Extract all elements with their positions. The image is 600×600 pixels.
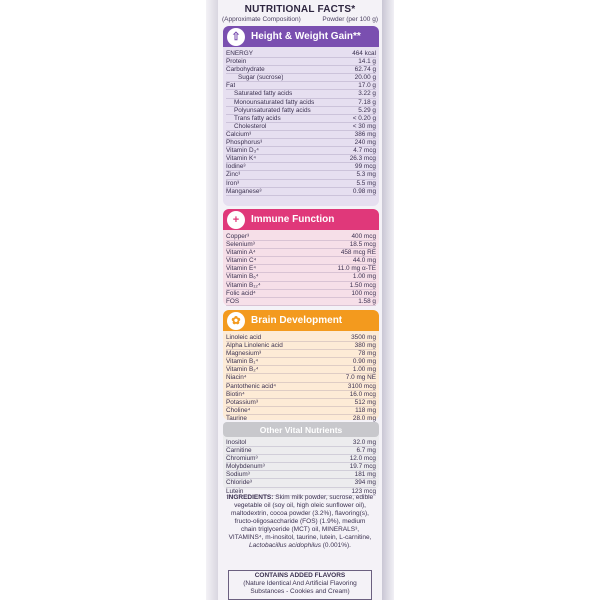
box-left-edge xyxy=(206,0,218,600)
nutrient-value: 100 mcg xyxy=(351,289,376,297)
nutrient-value: 0.90 mg xyxy=(352,358,376,366)
house-arrow-icon: ⇧ xyxy=(227,28,245,46)
nutrient-name: Chromium³ xyxy=(226,455,258,463)
nutrient-row xyxy=(226,383,376,391)
nutrient-name: Vitamin B₂⁴ xyxy=(226,366,259,374)
nutrient-value: 240 mg xyxy=(354,139,376,147)
nutrient-value: 0.98 mg xyxy=(352,187,376,195)
nutrient-row xyxy=(226,298,376,306)
nutrient-name: Zinc³ xyxy=(226,171,241,179)
section-other xyxy=(223,422,379,495)
nutrient-value: 3.22 g xyxy=(358,90,376,98)
nutrient-row xyxy=(226,447,376,455)
nutrient-value: 512 mg xyxy=(354,398,376,406)
nutrient-name: Lutein xyxy=(226,487,244,495)
nutrient-row xyxy=(226,139,376,147)
nutrient-value: 1.00 mg xyxy=(352,366,376,374)
nutrient-name: Vitamin E⁴ xyxy=(226,265,256,273)
contains-line-2: Substances - Cookies and Cream) xyxy=(250,588,350,595)
nutrient-row xyxy=(226,58,376,66)
nutrient-row xyxy=(226,407,376,415)
nutrient-name: Monounsaturated fatty acids xyxy=(234,98,315,106)
nutrient-value: 44.0 mg xyxy=(352,257,376,265)
nutrient-row xyxy=(226,107,376,115)
nutrient-name: Carbohydrate xyxy=(226,66,265,74)
ingredients-heading: INGREDIENTS: xyxy=(226,494,274,501)
rows-height-weight xyxy=(226,50,376,196)
nutrient-value: 12.0 mcg xyxy=(349,455,376,463)
nutrient-value: 99 mcg xyxy=(355,163,376,171)
nutrient-value: 1.58 g xyxy=(358,297,376,305)
nutrient-value: 32.0 mg xyxy=(352,439,376,446)
serving-note: Powder (per 100 g) xyxy=(322,16,378,23)
nutrient-value: < 0.20 g xyxy=(352,114,376,122)
nutrient-name: Iron³ xyxy=(226,179,240,187)
banner-label: Height & Weight Gain** xyxy=(251,31,361,42)
contains-heading: CONTAINS ADDED FLAVORS xyxy=(254,572,346,579)
nutrient-value: 5.5 mg xyxy=(356,179,376,187)
nutrient-row xyxy=(226,233,376,241)
nutrient-name: Iodine³ xyxy=(226,163,246,171)
nutrient-row xyxy=(226,147,376,155)
nutrient-name: Trans fatty acids xyxy=(234,114,281,122)
nutrient-row xyxy=(226,123,376,131)
ingredients-italic: Lactobacillus acidophilus xyxy=(249,542,321,549)
nutrient-value: 62.74 g xyxy=(354,66,376,74)
nutrient-row xyxy=(226,273,376,281)
nutrient-row xyxy=(226,180,376,188)
nutrition-panel xyxy=(218,0,382,600)
nutrient-row xyxy=(226,115,376,123)
nutrient-name: Pantothenic acid⁴ xyxy=(226,382,276,390)
nutrient-row xyxy=(226,249,376,257)
nutrient-value: 20.00 g xyxy=(354,74,376,82)
ingredients-tail: (0.001%). xyxy=(320,542,351,549)
nutrient-value: 5.3 mg xyxy=(356,171,376,179)
box-right-edge xyxy=(382,0,394,600)
nutrient-row xyxy=(226,350,376,358)
nutrient-value: 11.0 mg α-TE xyxy=(337,265,376,273)
nutrient-name: Inositol xyxy=(226,439,247,446)
nutrient-row xyxy=(226,366,376,374)
nutrient-value: 3100 mcg xyxy=(347,382,376,390)
nutrient-value: 28.0 mg xyxy=(352,414,376,422)
nutrient-name: Vitamin B₁⁴ xyxy=(226,358,259,366)
nutrient-row xyxy=(226,374,376,382)
nutrient-name: Protein xyxy=(226,58,247,66)
nutrient-value: 123 mcg xyxy=(351,487,376,495)
nutrient-row xyxy=(226,163,376,171)
nutrient-value: 400 mcg xyxy=(351,233,376,240)
nutrient-name: Sodium³ xyxy=(226,471,250,479)
nutrient-name: Molybdenum³ xyxy=(226,463,265,471)
nutrient-name: Carnitine xyxy=(226,447,252,455)
nutrient-name: Fat xyxy=(226,82,236,90)
nutrient-name: Saturated fatty acids xyxy=(234,90,293,98)
nutrient-row xyxy=(226,455,376,463)
nutrient-name: Vitamin D₃⁴ xyxy=(226,147,259,155)
background-right xyxy=(382,0,600,600)
nutrient-row xyxy=(226,188,376,196)
nutrient-name: FOS xyxy=(226,297,240,305)
nutrient-value: < 30 mg xyxy=(352,122,376,130)
nutrient-name: Niacin⁴ xyxy=(226,374,247,382)
ingredients-text: Skim milk powder, sucrose, edible vegetable oil (soy oil, high oleic sunflower oil), maltodextrin, cocoa powder (3.2%), flavoring(s), fructo-oligosaccharide (FOS) (1.9%), medium chain triglyceride (MCT) oil, MINERALS³, VITAMINS⁴, m-inositol, taurine, lutein, L-carnitine, xyxy=(228,494,374,541)
nutrient-name: Cholesterol xyxy=(234,122,267,130)
nutrient-row xyxy=(226,66,376,74)
banner-height-weight xyxy=(223,26,379,47)
composition-note: (Approximate Composition) xyxy=(222,16,301,23)
nutrient-row xyxy=(226,463,376,471)
panel-title: NUTRITIONAL FACTS* xyxy=(244,4,356,15)
nutrient-row xyxy=(226,155,376,163)
nutrient-row xyxy=(226,90,376,98)
nutrient-name: Chloride³ xyxy=(226,479,252,487)
nutrient-name: ENERGY xyxy=(226,50,253,57)
nutrient-row xyxy=(226,290,376,298)
banner-brain xyxy=(223,310,379,331)
nutrient-row xyxy=(226,171,376,179)
nutrient-value: 3500 mg xyxy=(351,334,376,341)
nutrient-name: Polyunsaturated fatty acids xyxy=(234,106,311,114)
nutrient-value: 4.7 mcg xyxy=(353,147,376,155)
contains-flavors-box xyxy=(228,570,372,600)
nutrient-value: 26.3 mcg xyxy=(349,155,376,163)
nutrient-row xyxy=(226,399,376,407)
nutrient-name: Vitamin A⁴ xyxy=(226,249,256,257)
nutrient-name: Linoleic acid xyxy=(226,334,262,341)
rows-other xyxy=(226,439,376,496)
plus-cross-icon: + xyxy=(227,211,245,229)
nutrient-row xyxy=(226,50,376,58)
nutrient-name: Calcium³ xyxy=(226,130,252,138)
nutrient-row xyxy=(226,257,376,265)
nutrient-name: Folic acid⁴ xyxy=(226,289,256,297)
nutrient-name: Copper³ xyxy=(226,233,250,240)
nutrient-name: Manganese³ xyxy=(226,187,262,195)
panel-subtitle xyxy=(222,16,378,23)
nutrient-value: 5.29 g xyxy=(358,106,376,114)
nutrient-row xyxy=(226,74,376,82)
nutrient-row xyxy=(226,334,376,342)
nutrient-name: Selenium³ xyxy=(226,241,255,249)
nutrient-value: 7.18 g xyxy=(358,98,376,106)
nutrient-value: 464 kcal xyxy=(352,50,376,57)
brain-icon: ✿ xyxy=(227,312,245,330)
nutrient-value: 18.5 mcg xyxy=(349,241,376,249)
nutrient-name: Magnesium³ xyxy=(226,350,262,358)
banner-label: Other Vital Nutrients xyxy=(259,424,343,435)
nutrient-value: 1.00 mg xyxy=(352,273,376,281)
nutrient-name: Alpha Linolenic acid xyxy=(226,342,283,350)
banner-label: Immune Function xyxy=(251,214,335,225)
nutrient-value: 16.0 mcg xyxy=(349,390,376,398)
rows-brain xyxy=(226,334,376,423)
nutrient-value: 78 mg xyxy=(358,350,376,358)
banner-other xyxy=(223,422,379,437)
nutrient-name: Vitamin C⁴ xyxy=(226,257,257,265)
nutrient-value: 1.50 mcg xyxy=(349,281,376,289)
section-height-weight xyxy=(223,26,379,206)
nutrient-value: 17.0 g xyxy=(358,82,376,90)
nutrient-value: 14.1 g xyxy=(358,58,376,66)
contains-line-1: (Nature Identical And Artificial Flavoring xyxy=(243,580,357,587)
nutrient-row xyxy=(226,391,376,399)
ingredients-block xyxy=(226,494,374,550)
nutrient-row xyxy=(226,131,376,139)
nutrient-value: 19.7 mcg xyxy=(349,463,376,471)
nutrient-name: Vitamin B₆⁴ xyxy=(226,273,259,281)
nutrient-name: Vitamin B₁₂⁴ xyxy=(226,281,261,289)
nutrient-name: Sugar (sucrose) xyxy=(238,74,284,82)
nutrient-value: 458 mcg RE xyxy=(340,249,376,257)
nutrient-name: Biotin⁴ xyxy=(226,390,245,398)
nutrient-row xyxy=(226,82,376,90)
nutrient-value: 394 mg xyxy=(354,479,376,487)
nutrient-name: Phosphorus³ xyxy=(226,139,263,147)
nutrient-value: 386 mg xyxy=(354,130,376,138)
section-immune xyxy=(223,209,379,306)
nutrient-row xyxy=(226,358,376,366)
nutrient-row xyxy=(226,479,376,487)
nutrient-name: Vitamin K⁴ xyxy=(226,155,256,163)
rows-immune xyxy=(226,233,376,306)
banner-label: Brain Development xyxy=(251,315,343,326)
nutrient-value: 118 mg xyxy=(355,406,376,414)
nutrient-value: 6.7 mg xyxy=(356,447,376,455)
nutrient-name: Potassium³ xyxy=(226,398,258,406)
nutrient-row xyxy=(226,342,376,350)
section-brain xyxy=(223,310,379,420)
banner-immune xyxy=(223,209,379,230)
nutrient-row xyxy=(226,282,376,290)
nutrient-row xyxy=(226,241,376,249)
nutrient-row xyxy=(226,439,376,447)
nutrient-row xyxy=(226,471,376,479)
nutrient-name: Taurine xyxy=(226,414,247,422)
nutrient-row xyxy=(226,265,376,273)
nutrient-row xyxy=(226,99,376,107)
nutrient-name: Choline⁴ xyxy=(226,406,251,414)
nutrient-value: 181 mg xyxy=(354,471,376,479)
nutrient-value: 7.0 mg NE xyxy=(345,374,376,382)
background-left xyxy=(0,0,218,600)
nutrient-value: 380 mg xyxy=(354,342,376,350)
